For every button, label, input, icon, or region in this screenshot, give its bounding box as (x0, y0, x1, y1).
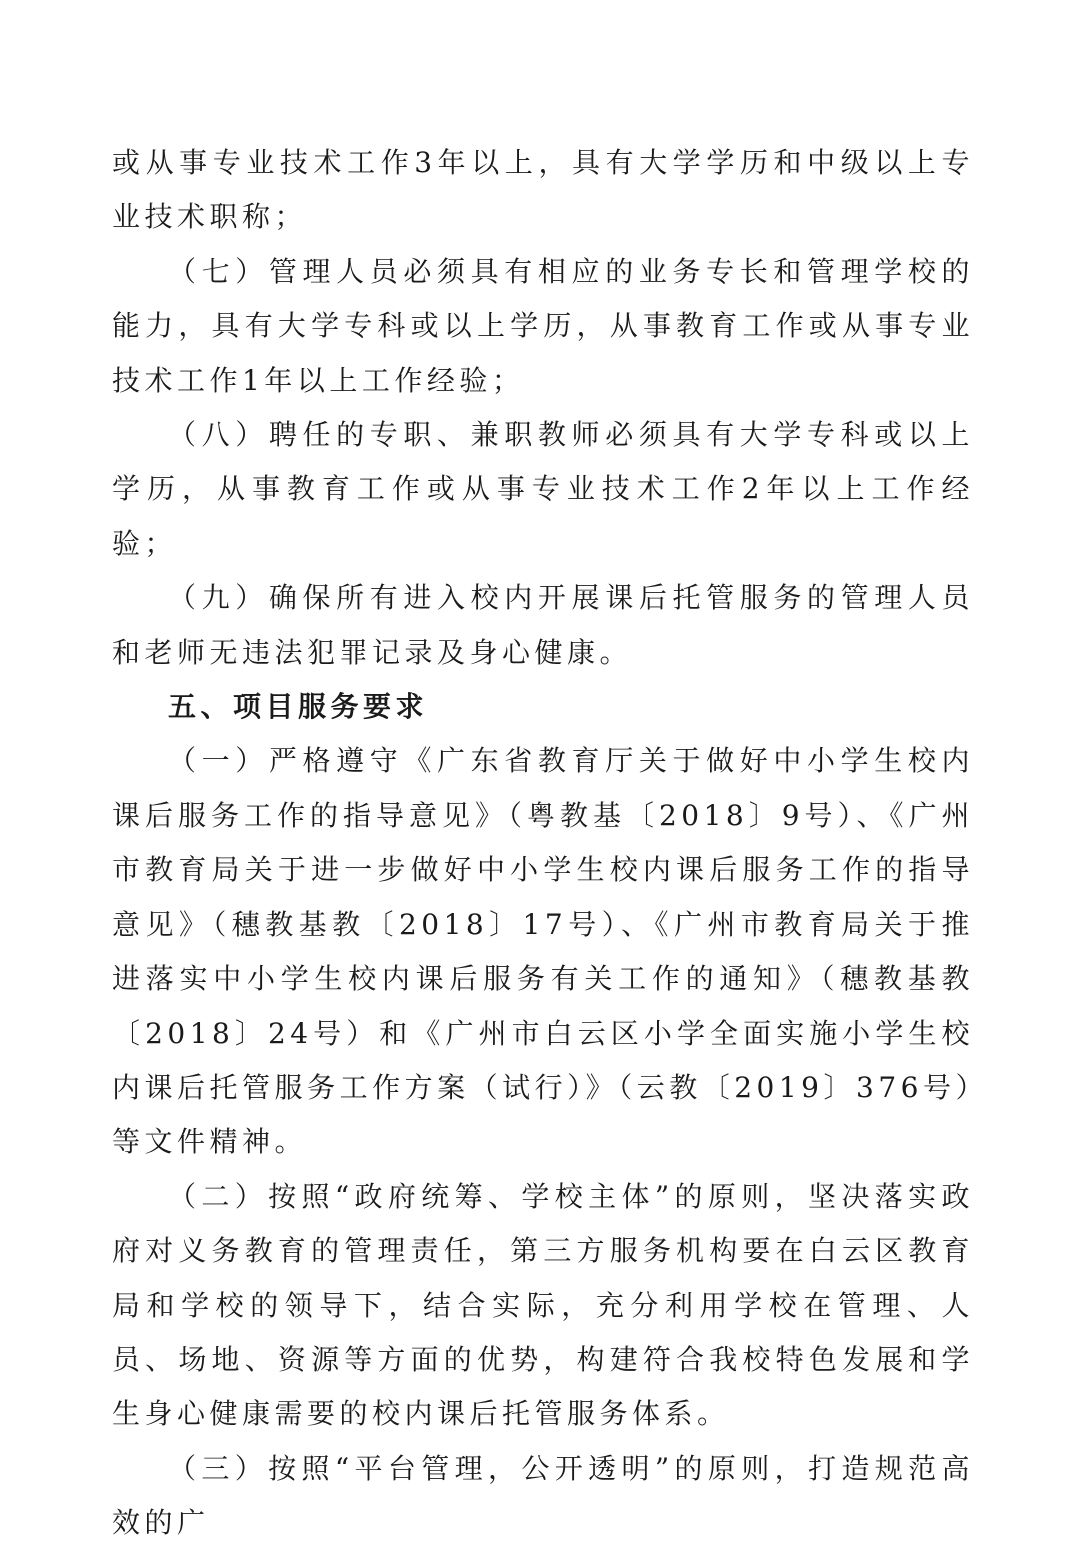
paragraph-requirement-1: （一）严格遵守《广东省教育厅关于做好中小学生校内课后服务工作的指导意见》（粤教基〔2018〕9号）、《广州市教育局关于进一步做好中小学生校内课后服务工作的指导意见》（穗教基教〔2018〕17号）、《广州市教育局关于推进落实中小学生校内课后服务有关工作的通知》（穗教基教〔2018〕24号）和《广州市白云区小学全面实施小学生校内课后托管服务工作方案（试行）》（云教〔2019〕376号）等文件精神。 (112, 744, 974, 1159)
paragraph-requirement-2: （二）按照“政府统筹、学校主体”的原则，坚决落实政府对义务教育的管理责任，第三方服务机构要在白云区教育局和学校的领导下，结合实际，充分利用学校在管理、人员、场地、资源等方面的优势，构建符合我校特色发展和学生身心健康需要的校内课后托管服务体系。 (112, 1179, 974, 1431)
paragraph-item-9: （九）确保所有进入校内开展课后托管服务的管理人员和老师无违法犯罪记录及身心健康。 (112, 581, 974, 669)
section-heading-5: 五、项目服务要求 (168, 690, 429, 724)
paragraph-item-8: （八）聘任的专职、兼职教师必须具有大学专科或以上学历，从事教育工作或从事专业技术工作2年以上工作经验； (112, 418, 974, 560)
document-body (112, 136, 974, 1551)
paragraph-qualification-continued: 或从事专业技术工作3年以上，具有大学学历和中级以上专业技术职称； (112, 146, 974, 234)
paragraph-item-7: （七）管理人员必须具有相应的业务专长和管理学校的能力，具有大学专科或以上学历，从事教育工作或从事专业技术工作1年以上工作经验； (112, 254, 974, 397)
paragraph-requirement-3: （三）按照“平台管理，公开透明”的原则，打造规范高效的广 (112, 1451, 974, 1540)
